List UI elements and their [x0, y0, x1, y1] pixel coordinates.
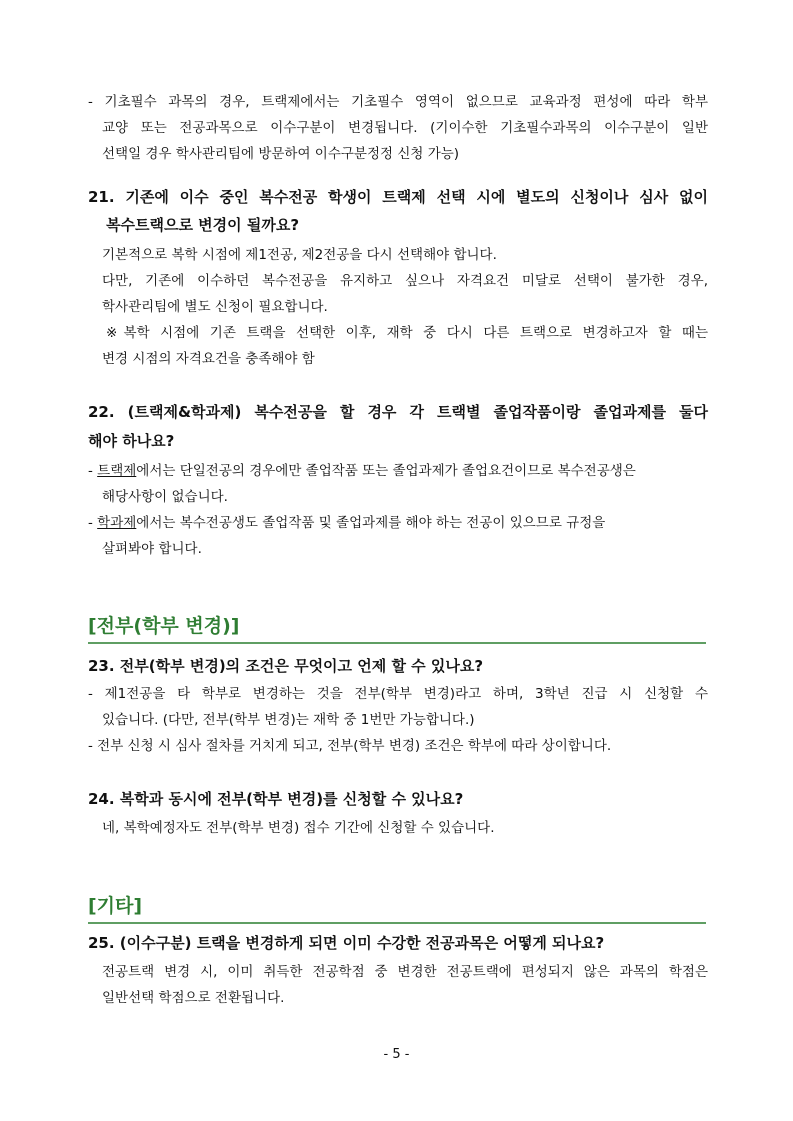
answer-25-line-1: 전공트랙 변경 시, 이미 취득한 전공학점 중 변경한 전공트랙에 편성되지 않은 과목의 학점은 [102, 964, 708, 980]
bullet-text: 에서는 단일전공의 경우에만 졸업작품 또는 졸업과제가 졸업요건이므로 복수전공생은 [136, 463, 636, 479]
question-23-title: 23. 전부(학부 변경)의 조건은 무엇이고 언제 할 수 있나요? [88, 657, 484, 675]
answer-22-bullet-1-cont: 해당사항이 없습니다. [102, 489, 228, 505]
bullet-dash: - [88, 463, 98, 479]
answer-21-note-cont: 변경 시점의 자격요건을 충족해야 함 [102, 351, 315, 367]
answer-24-line-1: 네, 복학예정자도 전부(학부 변경) 접수 기간에 신청할 수 있습니다. [102, 820, 495, 836]
answer-22-bullet-2 [88, 513, 708, 533]
section-heading-other [88, 894, 706, 924]
intro-line-1: - 기초필수 과목의 경우, 트랙제에서는 기초필수 영역이 없으므로 교육과정 편성에 따라 학부 [88, 94, 708, 110]
answer-25-line-2: 일반선택 학점으로 전환됩니다. [102, 990, 285, 1006]
section-heading-transfer [88, 614, 706, 644]
bullet-text: 에서는 복수전공생도 졸업작품 및 졸업과제를 해야 하는 전공이 있으므로 규정을 [136, 515, 606, 531]
question-21-title-cont: 복수트랙으로 변경이 될까요? [106, 216, 300, 234]
page-number: - 5 - [383, 1047, 410, 1062]
section-title: [전부(학부 변경)] [88, 615, 240, 637]
answer-23-bullet-1-cont: 있습니다. (다만, 전부(학부 변경)는 재학 중 1번만 가능합니다.) [102, 712, 475, 728]
question-21-title: 21. 기존에 이수 중인 복수전공 학생이 트랙제 선택 시에 별도의 신청이나 심사 없이 [88, 188, 708, 206]
answer-21-line-2: 다만, 기존에 이수하던 복수전공을 유지하고 싶으나 자격요건 미달로 선택이 불가한 경우, [102, 273, 708, 289]
answer-23-bullet-2: - 전부 신청 시 심사 절차를 거치게 되고, 전부(학부 변경) 조건은 학부에 따라 상이합니다. [88, 738, 612, 754]
bullet-dash: - [88, 515, 98, 531]
answer-22-bullet-1 [88, 461, 708, 481]
answer-21-line-1: 기본적으로 복학 시점에 제1전공, 제2전공을 다시 선택해야 합니다. [102, 247, 497, 263]
term-department-system: 학과제 [97, 515, 137, 531]
question-22-title: 22. (트랙제&학과제) 복수전공을 할 경우 각 트랙별 졸업작품이랑 졸업과제를 둘다 [88, 403, 708, 421]
answer-23-bullet-1: - 제1전공을 타 학부로 변경하는 것을 전부(학부 변경)라고 하며, 3학년 진급 시 신청할 수 [88, 686, 708, 702]
section-title: [기타] [88, 895, 143, 917]
answer-21-note: ※복학 시점에 기존 트랙을 선택한 이후, 재학 중 다시 다른 트랙으로 변경하고자 할 때는 [106, 325, 708, 341]
question-22-title-cont: 해야 하나요? [88, 432, 175, 450]
question-24-title: 24. 복학과 동시에 전부(학부 변경)를 신청할 수 있나요? [88, 790, 464, 808]
intro-line-2: 교양 또는 전공과목으로 이수구분이 변경됩니다. (기이수한 기초필수과목의 이수구분이 일반 [102, 120, 708, 136]
term-track-system: 트랙제 [97, 463, 137, 479]
answer-21-line-3: 학사관리팀에 별도 신청이 필요합니다. [102, 299, 328, 315]
question-25-title: 25. (이수구분) 트랙을 변경하게 되면 이미 수강한 전공과목은 어떻게 되나요? [88, 934, 605, 952]
intro-line-3: 선택일 경우 학사관리팀에 방문하여 이수구분정정 신청 가능) [102, 146, 460, 162]
answer-22-bullet-2-cont: 살펴봐야 합니다. [102, 541, 202, 557]
